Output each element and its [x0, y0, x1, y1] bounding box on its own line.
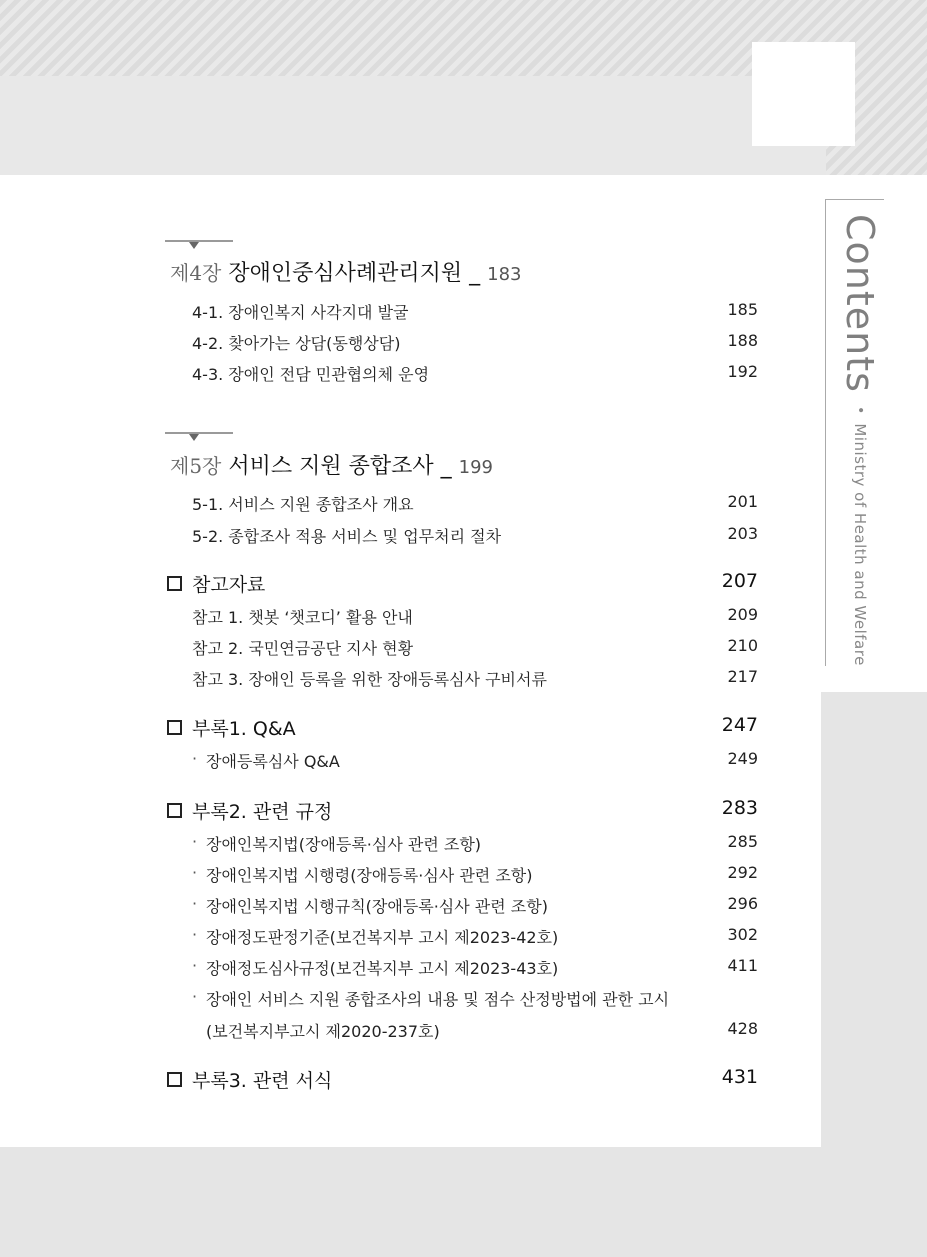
- toc-entry-page: 203: [727, 524, 758, 543]
- square-icon: [167, 803, 182, 818]
- side-bullet: •: [852, 406, 868, 415]
- section-appendix-3[interactable]: [167, 1066, 758, 1094]
- bullet-dot: ·: [192, 894, 198, 913]
- chapter-marker: [165, 432, 233, 434]
- toc-entry-label: 장애인복지법 시행규칙(장애등록·심사 관련 조항): [206, 897, 548, 916]
- chapter-4-heading[interactable]: [170, 256, 522, 287]
- toc-entry[interactable]: [192, 492, 758, 516]
- toc-entry[interactable]: [192, 300, 758, 324]
- toc-entry[interactable]: [192, 636, 758, 660]
- toc-entry-page: 210: [727, 636, 758, 655]
- toc-entry-page: 217: [727, 667, 758, 686]
- section-title: 부록2. 관련 규정: [192, 801, 333, 823]
- section-page: 283: [721, 797, 758, 819]
- chapter-page: 183: [487, 264, 522, 285]
- toc-entry-label: 4-2. 찾아가는 상담(동행상담): [192, 334, 401, 353]
- chapter-title: 장애인중심사례관리지원: [228, 261, 463, 286]
- bullet-dot: ·: [192, 863, 198, 882]
- toc-entry-label: 참고 1. 챗봇 ‘챗코디’ 활용 안내: [192, 608, 413, 627]
- toc-entry[interactable]: [192, 1019, 758, 1043]
- toc-entry[interactable]: [192, 925, 758, 949]
- toc-entry-label: 장애정도판정기준(보건복지부 고시 제2023-42호): [206, 928, 559, 947]
- square-icon: [167, 1072, 182, 1087]
- toc-entry-page: 411: [727, 956, 758, 975]
- toc-entry[interactable]: [192, 667, 758, 691]
- section-title: 참고자료: [192, 574, 266, 596]
- chapter-page: 199: [458, 457, 493, 478]
- toc-entry-page: 296: [727, 894, 758, 913]
- toc-entry-page: 292: [727, 863, 758, 882]
- section-page: 247: [721, 714, 758, 736]
- toc-entry-label: (보건복지부고시 제2020-237호): [206, 1022, 440, 1041]
- square-icon: [167, 576, 182, 591]
- toc-entry-page: 201: [727, 492, 758, 511]
- section-appendix-2[interactable]: [167, 797, 758, 825]
- section-page: 207: [721, 570, 758, 592]
- chapter-marker: [165, 240, 233, 242]
- toc-entry-page: 249: [727, 749, 758, 768]
- section-title: 부록1. Q&A: [192, 718, 296, 740]
- bullet-dot: ·: [192, 749, 198, 768]
- section-appendix-1[interactable]: [167, 714, 758, 742]
- toc-entry-label: 4-1. 장애인복지 사각지대 발굴: [192, 303, 409, 322]
- toc-entry-page: 192: [727, 362, 758, 381]
- chapter-sep: _: [440, 454, 452, 479]
- contents-title: Contents: [838, 214, 882, 393]
- toc-entry-label: 장애인 서비스 지원 종합조사의 내용 및 점수 산정방법에 관한 고시: [206, 990, 670, 1009]
- bullet-dot: ·: [192, 956, 198, 975]
- toc-entry[interactable]: [192, 605, 758, 629]
- toc-entry-label: 장애등록심사 Q&A: [206, 752, 340, 771]
- toc-entry-label: 참고 3. 장애인 등록을 위한 장애등록심사 구비서류: [192, 670, 547, 689]
- toc-entry-label: 5-1. 서비스 지원 종합조사 개요: [192, 495, 414, 514]
- toc-entry[interactable]: [192, 331, 758, 355]
- bullet-dot: ·: [192, 987, 198, 1006]
- toc-entry-page: 188: [727, 331, 758, 350]
- chapter-title: 서비스 지원 종합조사: [228, 454, 434, 479]
- toc-entry[interactable]: [192, 524, 758, 548]
- chapter-sep: _: [469, 261, 481, 286]
- toc-entry-page: 209: [727, 605, 758, 624]
- section-page: 431: [721, 1066, 758, 1088]
- toc-entry[interactable]: [192, 987, 758, 1011]
- toc-entry-label: 4-3. 장애인 전담 민관협의체 운영: [192, 365, 430, 384]
- ministry-subtitle: Ministry of Health and Welfare: [851, 423, 869, 666]
- toc-entry-page: 285: [727, 832, 758, 851]
- toc-entry[interactable]: [192, 832, 758, 856]
- square-icon: [167, 720, 182, 735]
- section-references[interactable]: [167, 570, 758, 598]
- bullet-dot: ·: [192, 832, 198, 851]
- toc-entry-label: 장애인복지법(장애등록·심사 관련 조항): [206, 835, 482, 854]
- toc-entry-label: 장애정도심사규정(보건복지부 고시 제2023-43호): [206, 959, 559, 978]
- toc-entry-label: 참고 2. 국민연금공단 지사 현황: [192, 639, 414, 658]
- toc-entry[interactable]: [192, 362, 758, 386]
- toc-entry-page: 302: [727, 925, 758, 944]
- toc-entry[interactable]: [192, 956, 758, 980]
- toc-entry[interactable]: [192, 894, 758, 918]
- chapter-5-heading[interactable]: [170, 449, 493, 480]
- toc-entry-page: 185: [727, 300, 758, 319]
- chapter-number: 제5장: [170, 454, 222, 478]
- toc-entry-page: 428: [727, 1019, 758, 1038]
- bullet-dot: ·: [192, 925, 198, 944]
- toc-entry[interactable]: [192, 749, 758, 773]
- toc-entry[interactable]: [192, 863, 758, 887]
- section-title: 부록3. 관련 서식: [192, 1070, 333, 1092]
- toc-entry-label: 장애인복지법 시행령(장애등록·심사 관련 조항): [206, 866, 533, 885]
- toc-entry-label: 5-2. 종합조사 적용 서비스 및 업무처리 절차: [192, 527, 502, 546]
- chapter-number: 제4장: [170, 261, 222, 285]
